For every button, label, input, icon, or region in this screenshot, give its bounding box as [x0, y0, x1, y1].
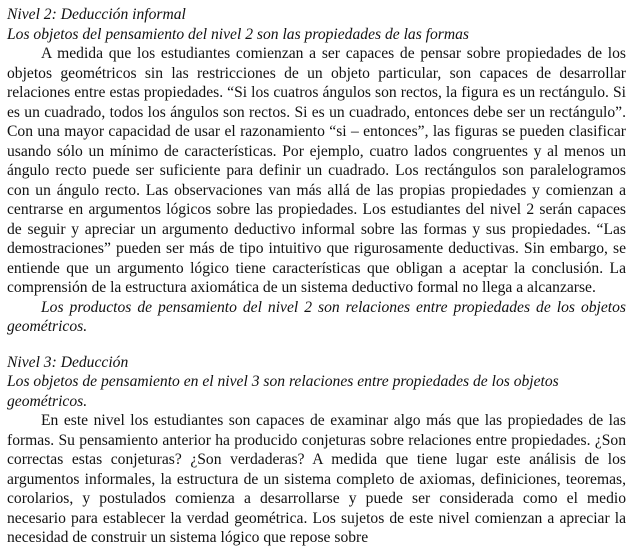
section-level-2	[7, 5, 626, 337]
section-3-subheading: Los objetos de pensamiento en el nivel 3 son relaciones entre propiedades de los objetos geométricos.	[7, 373, 559, 410]
section-2-subheading: Los objetos del pensamiento del nivel 2 son las propiedades de las formas	[7, 25, 470, 43]
section-level-3	[7, 353, 626, 548]
section-spacer	[7, 337, 626, 353]
section-2-paragraph: A medida que los estudiantes comienzan a ser capaces de pensar sobre propiedades de los objetos geométricos sin las restricciones de un objeto particular, son capaces de desarrollar relaciones entre estas propiedades. “Si los cuatros ángulos son rectos, la figura es un rectángulo. Si es un cuadrado, todos los ángulos son rectos. Si es un cuadrado, entonces debe ser un rectángulo”. Con una mayor capacidad de usar el razonamiento “si – entonces”, las figuras se pueden clasificar usando sólo un mínimo de características. Por ejemplo, cuatro lados congruentes y al menos un ángulo recto puede ser suficiente para definir un cuadrado. Los rectángulos son paralelogramos con un ángulo recto. Las observaciones van más allá de las propias propiedades y comienzan a centrarse en argumentos lógicos sobre las propiedades. Los estudiantes del nivel 2 serán capaces de seguir y apreciar un argumento deductivo informal sobre las formas y sus propiedades. “Las demostraciones” pueden ser más de tipo intuitivo que rigurosamente deductivas. Sin embargo, se entiende que un argumento lógico tiene características que obligan a aceptar la conclusión. La comprensión de la estructura axiomática de un sistema deductivo formal no llega a alcanzarse.	[7, 45, 626, 296]
section-3-heading: Nivel 3: Deducción	[7, 353, 129, 371]
section-3-paragraph: En este nivel los estudiantes son capaces de examinar algo más que las propiedades de las formas. Su pensamiento anterior ha producido conjeturas sobre relaciones entre propiedades. ¿Son correctas estas conjeturas? ¿Son verdaderas? A medida que tiene lugar este análisis de los argumentos informales, la estructura de un sistema completo de axiomas, definiciones, teoremas, corolarios, y postulados comienza a desarrollarse y puede ser considerada como el medio necesario para establecer la verdad geométrica. Los sujetos de este nivel comienzan a apreciar la necesidad de construir un sistema lógico que repose sobre	[7, 412, 626, 546]
section-2-heading: Nivel 2: Deducción informal	[7, 6, 186, 23]
document-page	[7, 5, 626, 548]
section-2-products: Los productos de pensamiento del nivel 2 son relaciones entre propiedades de los objetos geométricos.	[7, 298, 626, 335]
